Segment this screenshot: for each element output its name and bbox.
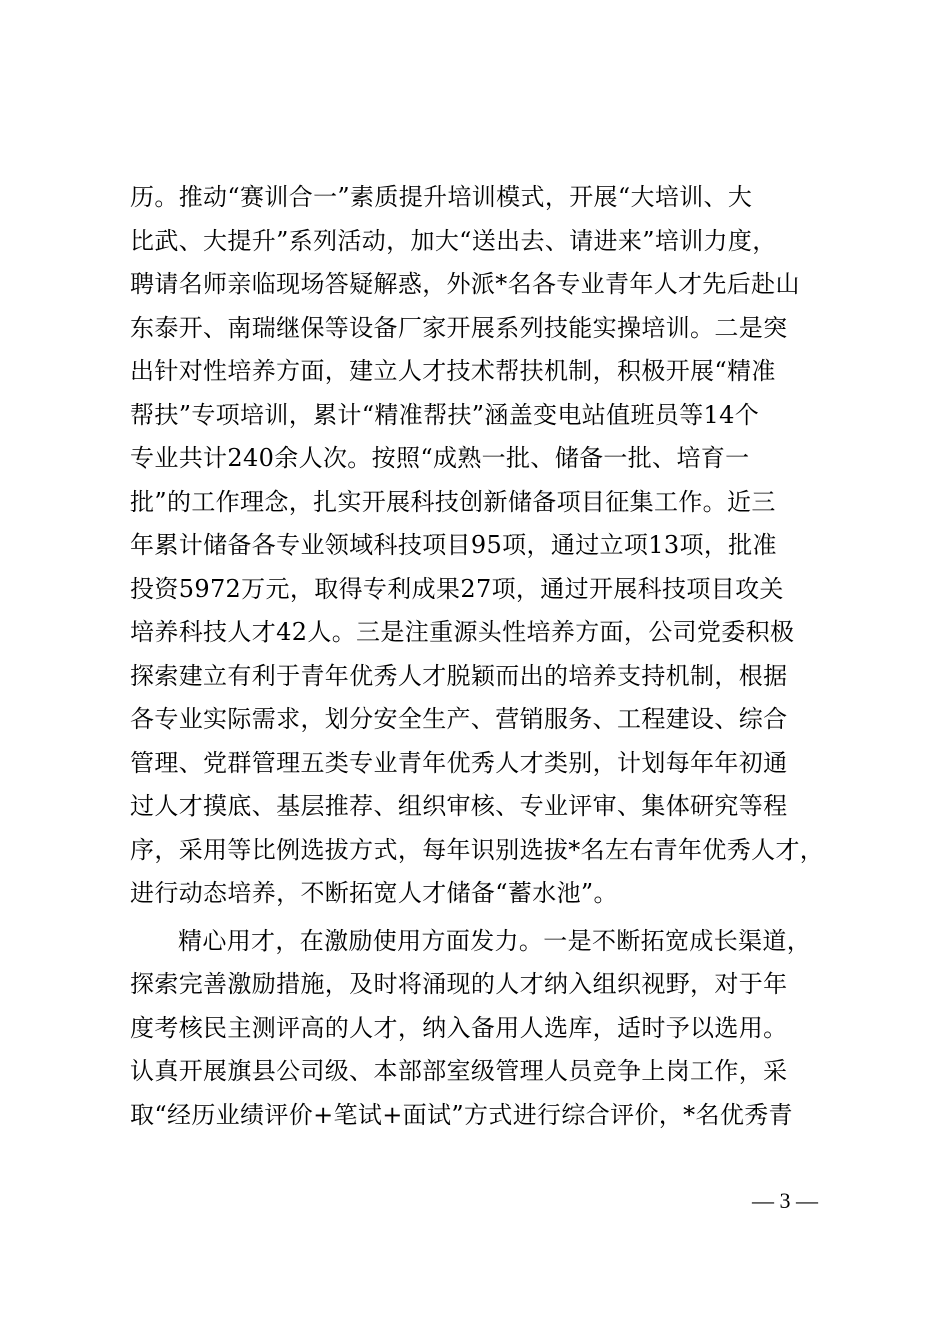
text-line: 专业共计240余人次。按照“成熟一批、储备一批、培育一	[130, 444, 750, 472]
text-line: 序，采用等比例选拔方式，每年识别选拔*名左右青年优秀人才，	[130, 835, 825, 864]
text-line: 批”的工作理念，扎实开展科技创新储备项目征集工作。近三	[130, 487, 776, 516]
text-line: 探索建立有利于青年优秀人才脱颖而出的培养支持机制，根据	[130, 661, 788, 690]
text-line: 年累计储备各专业领域科技项目95项，通过立项13项，批准	[130, 531, 777, 559]
text-line: 管理、党群管理五类专业青年优秀人才类别，计划每年年初通	[130, 748, 788, 777]
text-line: 历。推动“赛训合一”素质提升培训模式，开展“大培训、大	[130, 183, 753, 211]
text-line: 东泰开、南瑞继保等设备厂家开展系列技能实操培训。二是突	[130, 313, 788, 342]
text-line: 投资5972万元，取得专利成果27项，通过开展科技项目攻关	[130, 574, 784, 603]
text-line: 度考核民主测评高的人才，纳入备用人选库，适时予以选用。	[130, 1013, 788, 1042]
text-line: 取“经历业绩评价+笔试+面试”方式进行综合评价，*名优秀青	[130, 1100, 793, 1129]
page-number: — 3 —	[752, 1188, 818, 1213]
text-line: 比武、大提升”系列活动，加大“送出去、请进来”培训力度，	[130, 226, 777, 255]
text-line: 聘请名师亲临现场答疑解惑，外派*名各专业青年人才先后赴山	[130, 270, 800, 298]
text-line: 培养科技人才42人。三是注重源头性培养方面，公司党委积极	[130, 618, 795, 646]
text-line: 过人才摸底、基层推荐、组织审核、专业评审、集体研究等程	[130, 792, 788, 820]
text-line: 认真开展旗县公司级、本部部室级管理人员竞争上岗工作，采	[130, 1057, 788, 1085]
text-line: 探索完善激励措施，及时将涌现的人才纳入组织视野，对于年	[130, 970, 788, 998]
text-line: 出针对性培养方面，建立人才技术帮扶机制，积极开展“精准	[130, 357, 776, 385]
text-line: 各专业实际需求，划分安全生产、营销服务、工程建设、综合	[130, 705, 788, 733]
body-text	[130, 176, 830, 1137]
text-line: 帮扶”专项培训，累计“精准帮扶”涵盖变电站值班员等14个	[130, 400, 760, 429]
paragraph-first-line: 精心用才，在激励使用方面发力。一是不断拓宽成长渠道，	[178, 926, 812, 955]
text-line: 进行动态培养，不断拓宽人才储备“蓄水池”。	[130, 879, 618, 907]
